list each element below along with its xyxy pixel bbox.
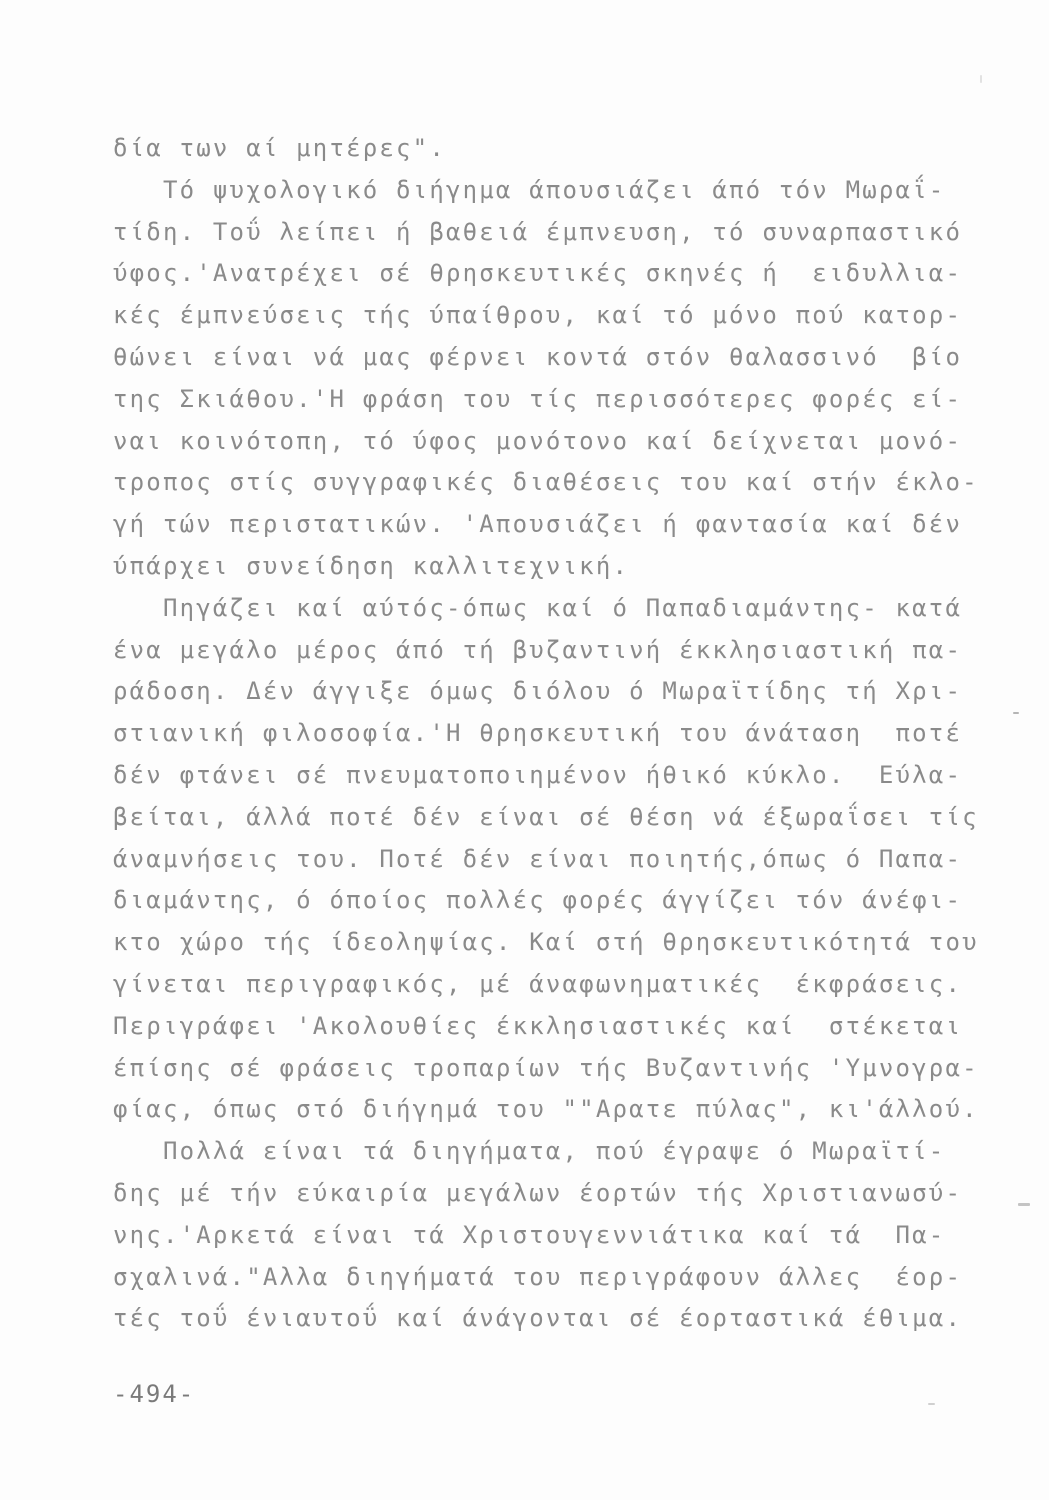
body-text [113,128,1013,1340]
text-line: νης.'Αρκετά είναι τά Χριστουγεννιάτικα καί τά Πα- [113,1220,946,1249]
text-line: της Σκιάθου.'Η φράση του τίς περισσότερες φορές εί- [113,384,963,413]
text-line: στιανική φιλοσοφία.'Η θρησκευτική του άνάταση ποτέ [113,719,963,748]
text-line: άναμνήσεις του. Ποτέ δέν είναι ποιητής,όπως ό Παπα- [113,844,963,873]
text-line: κτο χώρο τής ίδεοληψίας. Καί στή θρησκευτικότητά του [113,928,979,957]
text-line: ένα μεγάλο μέρος άπό τή βυζαντινή έκκλησιαστική πα- [113,635,963,664]
text-line: δία των αί μητέρες". [113,134,446,162]
text-line: Τό ψυχολογικό διήγημα άπουσιάζει άπό τόν Μωραΐ- [113,175,946,204]
text-line: διαμάντης, ό όποίος πολλές φορές άγγίζει τόν άνέφι- [113,886,963,915]
text-line: ύπάρχει συνείδηση καλλιτεχνική. [113,551,630,580]
text-line: ναι κοινότοπη, τό ύφος μονότονο καί δείχνεται μονό- [113,426,963,455]
text-line: δης μέ τήν εύκαιρία μεγάλων έορτών τής Χριστιανωσύ- [113,1178,963,1207]
text-line: βείται, άλλά ποτέ δέν είναι σέ θέση νά έξωραΐσει τίς [113,802,979,831]
text-line: γή τών περιστατικών. 'Απουσιάζει ή φαντασία καί δέν [113,510,963,539]
text-line: γίνεται περιγραφικός, μέ άναφωνηματικές έκφράσεις. [113,969,963,998]
text-line: θώνει είναι νά μας φέρνει κοντά στόν θαλασσινό βίο [113,342,963,371]
text-line: φίας, όπως στό διήγημά του ""Αρατε πύλας", κι'άλλού. [113,1095,979,1124]
text-line: έπίσης σέ φράσεις τροπαρίων τής Βυζαντινής 'Υμνογρα- [113,1053,979,1082]
text-line: σχαλινά."Αλλα διηγήματά του περιγράφουν άλλες έορ- [113,1262,963,1291]
text-line: δέν φτάνει σέ πνευματοποιημένον ήθικό κύκλο. Εύλα- [113,760,963,789]
text-line: τές τοΰ ένιαυτοΰ καί άνάγονται σέ έορταστικά έθιμα. [113,1304,963,1333]
scan-speck [980,75,982,83]
scan-speck [1013,712,1019,714]
text-line: ύφος.'Ανατρέχει σέ θρησκευτικές σκηνές ή ειδυλλια- [113,259,963,288]
text-line: κές έμπνεύσεις τής ύπαίθρου, καί τό μόνο πού κατορ- [113,301,963,330]
text-line: Περιγράφει 'Ακολουθίες έκκλησιαστικές καί στέκεται [113,1011,963,1040]
text-line: τίδη. Τοΰ λείπει ή βαθειά έμπνευση, τό συναρπαστικό [113,217,963,246]
page-number: -494- [113,1380,196,1408]
text-line: Πολλά είναι τά διηγήματα, πού έγραψε ό Μωραϊτί- [113,1137,946,1166]
text-line: τροπος στίς συγγραφικές διαθέσεις του καί στήν έκλο- [113,468,979,497]
text-line: Πηγάζει καί αύτός-όπως καί ό Παπαδιαμάντης- κατά [113,593,963,622]
scan-speck [928,1403,935,1405]
text-line: ράδοση. Δέν άγγιξε όμως διόλου ό Μωραϊτίδης τή Χρι- [113,677,963,706]
scan-speck [1018,1203,1030,1206]
